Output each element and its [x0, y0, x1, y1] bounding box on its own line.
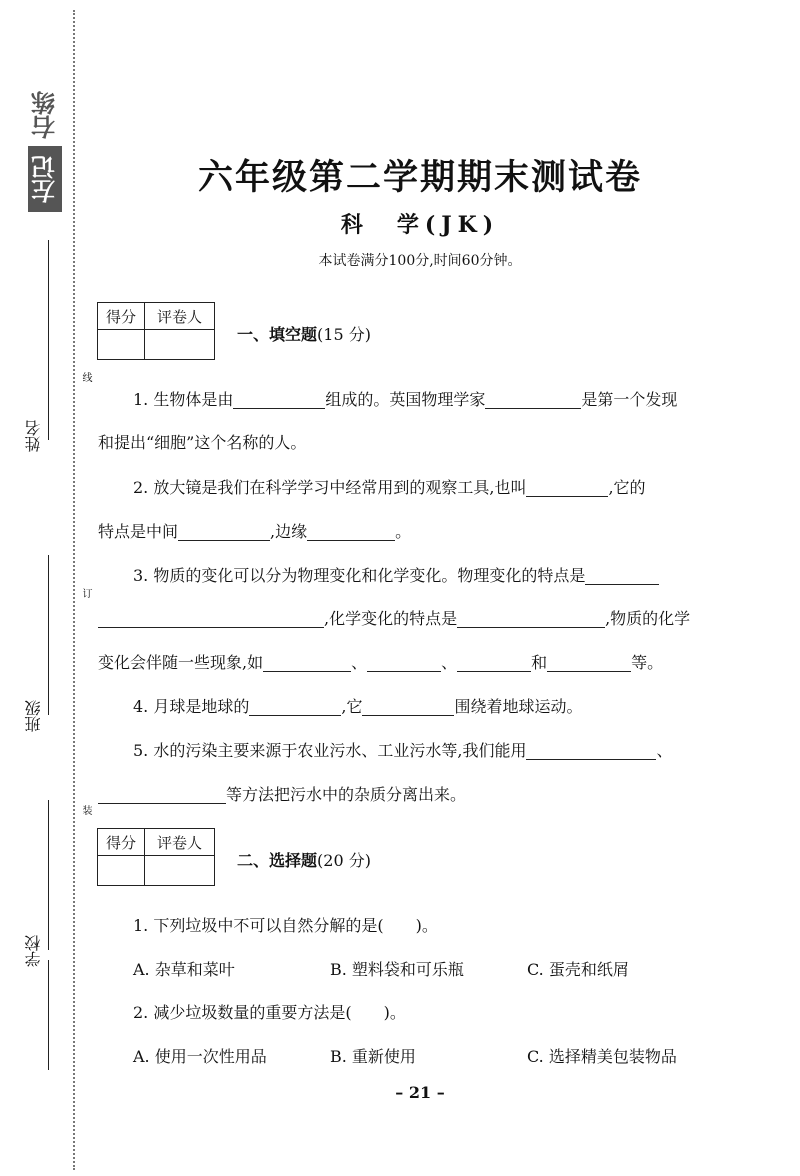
score-header: 得分	[98, 303, 145, 330]
q1-text-c: 是第一个发现	[581, 390, 678, 409]
q3-text-d: 变化会伴随一些现象,如	[98, 653, 264, 672]
q5-text-a: 5. 水的污染主要来源于农业污水、工业污水等,我们能用	[133, 741, 527, 760]
exam-subtitle: 科 学(JK)	[340, 212, 500, 238]
score-table-1	[97, 302, 215, 360]
q5-line-1	[133, 738, 672, 761]
q4-text-c: 围绕着地球运动。	[454, 697, 583, 716]
brand-text: 右练	[31, 91, 60, 139]
q1-text-a: 1. 生物体是由	[133, 390, 234, 409]
exam-note: 本试卷满分100分,时间60分钟。	[318, 253, 522, 269]
q3-blank-5[interactable]	[457, 653, 531, 672]
brand-box: 左记	[28, 146, 62, 212]
school-rule-lower	[48, 960, 49, 1070]
class-rule	[48, 555, 49, 715]
binding-dotted-line	[73, 10, 75, 1170]
q2-line-1	[133, 475, 646, 498]
q2-blank-1[interactable]	[526, 478, 608, 497]
q3-text-c: ,物质的化学	[605, 609, 691, 628]
name-rule	[48, 240, 49, 440]
q5-blank-1[interactable]	[526, 741, 656, 760]
q4-blank-1[interactable]	[249, 697, 341, 716]
section-2-points: (20 分)	[317, 851, 371, 870]
q3-text-f: 、	[441, 653, 458, 672]
q3-line-1	[133, 563, 659, 586]
page-number: – 21 –	[395, 1083, 445, 1102]
school-rule	[48, 800, 49, 950]
q1-text-b: 组成的。英国物理学家	[325, 390, 486, 409]
q2-text-b: ,它的	[608, 478, 646, 497]
q3-text-b: ,化学变化的特点是	[324, 609, 458, 628]
bind-char-bind: 装	[80, 805, 91, 815]
bind-char-staple: 订	[80, 588, 91, 598]
q3-blank-1b[interactable]	[98, 609, 324, 628]
q5-line-2	[98, 782, 466, 805]
grader-cell[interactable]	[145, 856, 215, 886]
q3-text-h: 等。	[631, 653, 664, 672]
mc2-stem: 2. 减少垃圾数量的重要方法是( )。	[133, 1003, 406, 1022]
section-1-heading	[237, 322, 371, 345]
q4-blank-2[interactable]	[362, 697, 454, 716]
score-cell[interactable]	[98, 330, 145, 360]
section-2-heading	[237, 848, 371, 871]
q3-blank-4[interactable]	[367, 653, 441, 672]
mc1-option-b[interactable]: B. 塑料袋和可乐瓶	[330, 960, 464, 979]
q2-text-c: 特点是中间	[98, 522, 179, 541]
q3-line-2	[98, 606, 690, 629]
q5-blank-2[interactable]	[98, 785, 226, 804]
q3-blank-6[interactable]	[547, 653, 631, 672]
q3-blank-1a[interactable]	[585, 566, 659, 585]
q4-text-b: ,它	[341, 697, 363, 716]
score-header: 得分	[98, 829, 145, 856]
q2-text-d: ,边缘	[270, 522, 308, 541]
q4-text-a: 4. 月球是地球的	[133, 697, 250, 716]
mc1-option-a[interactable]: A. 杂草和菜叶	[133, 960, 235, 979]
q1-line-1	[133, 387, 677, 410]
name-label: 姓名	[24, 420, 43, 452]
mc2-option-a[interactable]: A. 使用一次性用品	[133, 1047, 267, 1066]
q3-line-3	[98, 650, 663, 673]
q2-blank-2[interactable]	[178, 522, 270, 541]
section-1-points: (15 分)	[317, 325, 371, 344]
bind-char-line: 线	[80, 372, 91, 382]
section-2-title: 二、选择题	[237, 851, 318, 870]
q1-line-2: 和提出“细胞”这个名称的人。	[98, 433, 307, 452]
mc1-option-c[interactable]: C. 蛋壳和纸屑	[527, 960, 629, 979]
q4-line	[133, 694, 582, 717]
mc1-stem: 1. 下列垃圾中不可以自然分解的是( )。	[133, 916, 438, 935]
q2-blank-3[interactable]	[307, 522, 395, 541]
q3-text-a: 3. 物质的变化可以分为物理变化和化学变化。物理变化的特点是	[133, 566, 586, 585]
q3-blank-2[interactable]	[457, 609, 605, 628]
q5-text-b: 、	[656, 741, 673, 760]
q1-blank-2[interactable]	[485, 390, 581, 409]
grader-cell[interactable]	[145, 330, 215, 360]
q3-text-g: 和	[531, 653, 548, 672]
q2-text-a: 2. 放大镜是我们在科学学习中经常用到的观察工具,也叫	[133, 478, 527, 497]
class-label: 班级	[24, 700, 43, 732]
school-label: 学校	[24, 935, 43, 967]
q3-text-e: 、	[351, 653, 368, 672]
section-1-title: 一、填空题	[237, 325, 318, 344]
q1-blank-1[interactable]	[233, 390, 325, 409]
grader-header: 评卷人	[145, 303, 215, 330]
q2-line-2	[98, 519, 411, 542]
brand-logo	[28, 84, 68, 214]
mc2-option-b[interactable]: B. 重新使用	[330, 1047, 416, 1066]
q5-text-c: 等方法把污水中的杂质分离出来。	[226, 785, 467, 804]
score-cell[interactable]	[98, 856, 145, 886]
exam-title: 六年级第二学期期末测试卷	[197, 157, 642, 198]
mc2-option-c[interactable]: C. 选择精美包装物品	[527, 1047, 677, 1066]
grader-header: 评卷人	[145, 829, 215, 856]
score-table-2	[97, 828, 215, 886]
q3-blank-3[interactable]	[263, 653, 351, 672]
q2-text-e: 。	[395, 522, 412, 541]
